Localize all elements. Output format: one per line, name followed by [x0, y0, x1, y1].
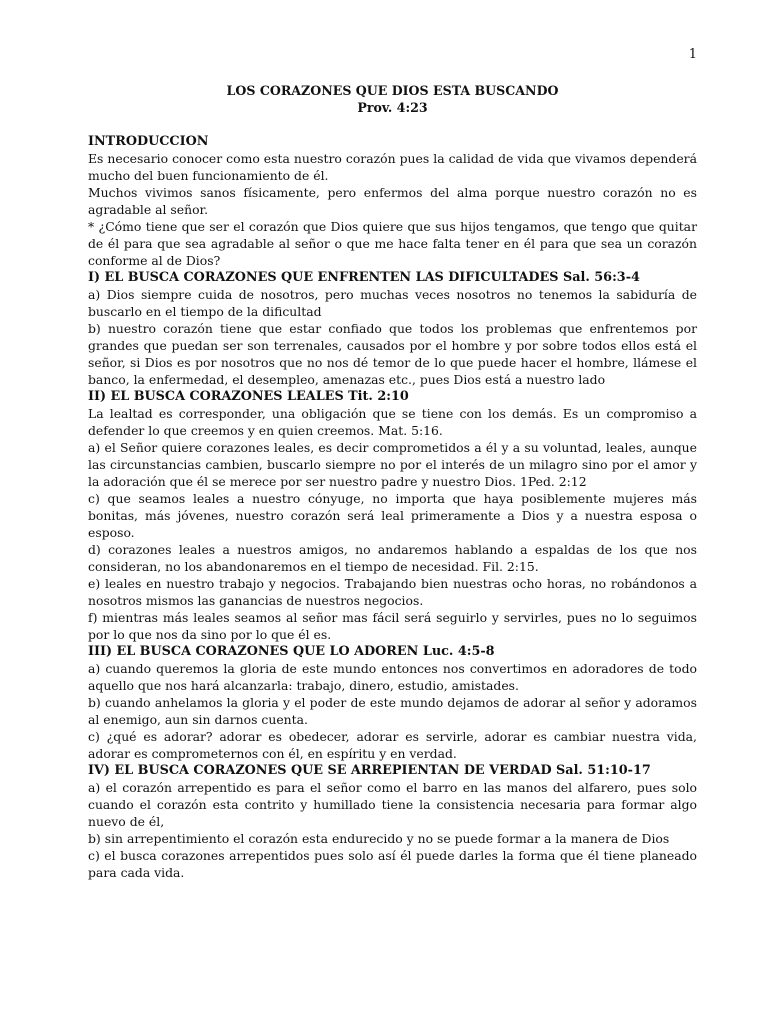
introduction-paragraph: * ¿Cómo tiene que ser el corazón que Dios quiere que sus hijos tengamos, que tengo que quitar de él para que sea agradable al señor o que me hace falta tener en él para que sea un corazón conforme al de Dios?: [88, 219, 697, 268]
section-paragraph: La lealtad es corresponder, una obligación que se tiene con los demás. Es un compromiso a defender lo que creemos y en quien creemos. Mat. 5:16.: [88, 406, 697, 438]
section-paragraph: e) leales en nuestro trabajo y negocios. Trabajando bien nuestras ocho horas, no robándonos a nosotros mismos las ganancias de nuestros negocios.: [88, 576, 697, 608]
section-paragraph: c) que seamos leales a nuestro cónyuge, no importa que haya posiblemente mujeres más bonitas, más jóvenes, nuestro corazón será leal primeramente a Dios y a nuestra esposa o esposo.: [88, 491, 697, 540]
section-paragraph: f) mientras más leales seamos al señor mas fácil será seguirlo y servirles, pues no lo seguimos por lo que nos da sino por lo que él es.: [88, 610, 697, 642]
section-heading: III) EL BUSCA CORAZONES QUE LO ADOREN Luc. 4:5-8: [88, 644, 495, 659]
section-paragraph: a) el corazón arrepentido es para el señor como el barro en las manos del alfarero, pues solo cuando el corazón esta contrito y humillado tiene la consistencia necesaria para formar algo nuevo de él,: [88, 780, 697, 829]
document-page: [88, 46, 697, 881]
introduction-paragraph: Muchos vivimos sanos físicamente, pero enfermos del alma porque nuestro corazón no es agradable al señor.: [88, 185, 697, 217]
title-block: [88, 82, 697, 116]
section-heading: IV) EL BUSCA CORAZONES QUE SE ARREPIENTAN DE VERDAD Sal. 51:10-17: [88, 763, 651, 778]
section-paragraph: d) corazones leales a nuestros amigos, no andaremos hablando a espaldas de los que nos consideran, no los abandonaremos en el tiempo de necesidad. Fil. 2:15.: [88, 542, 697, 574]
page-number: 1: [688, 47, 697, 62]
section-paragraph: c) el busca corazones arrepentidos pues solo así él puede darles la forma que él tiene planeado para cada vida.: [88, 848, 697, 880]
section-paragraph: b) nuestro corazón tiene que estar confiado que todos los problemas que enfrentemos por grandes que puedan ser son terrenales, causados por el hombre y por sobre todos ellos está el señor, si Dios es por nosotros que no nos dé temor de lo que puede hacer el hombre, llámese el banco, la enfermedad, el desempleo, amenazas etc., pues Dios está a nuestro lado: [88, 321, 697, 387]
section-paragraph: b) cuando anhelamos la gloria y el poder de este mundo dejamos de adorar al señor y adoramos al enemigo, aun sin darnos cuenta.: [88, 695, 697, 727]
section-paragraph: a) cuando queremos la gloria de este mundo entonces nos convertimos en adoradores de todo aquello que nos hará alcanzarla: trabajo, dinero, estudio, amistades.: [88, 661, 697, 693]
introduction-paragraph: Es necesario conocer como esta nuestro corazón pues la calidad de vida que vivamos dependerá mucho del buen funcionamiento de él.: [88, 151, 697, 183]
document-subtitle: Prov. 4:23: [357, 100, 428, 115]
section-paragraph: c) ¿qué es adorar? adorar es obedecer, adorar es servirle, adorar es cambiar nuestra vida, adorar es comprometernos con él, en espíritu y en verdad.: [88, 729, 697, 761]
introduction-heading: INTRODUCCION: [88, 134, 209, 149]
section-paragraph: b) sin arrepentimiento el corazón esta endurecido y no se puede formar a la manera de Dios: [88, 831, 670, 846]
section-paragraph: a) Dios siempre cuida de nosotros, pero muchas veces nosotros no tenemos la sabiduría de buscarlo en el tiempo de la dificultad: [88, 287, 697, 319]
section-heading: II) EL BUSCA CORAZONES LEALES Tit. 2:10: [88, 389, 409, 404]
spacer: [88, 116, 697, 133]
section-heading: I) EL BUSCA CORAZONES QUE ENFRENTEN LAS DIFICULTADES Sal. 56:3-4: [88, 270, 640, 285]
document-title: LOS CORAZONES QUE DIOS ESTA BUSCANDO: [226, 83, 559, 98]
section-paragraph: a) el Señor quiere corazones leales, es decir comprometidos a él y a su voluntad, leales, aunque las circunstancias cambien, buscarlo siempre no por el interés de un milagro sino por el amor y la adoración que él se merece por ser nuestro padre y nuestro Dios. 1Ped. 2:12: [88, 440, 697, 489]
